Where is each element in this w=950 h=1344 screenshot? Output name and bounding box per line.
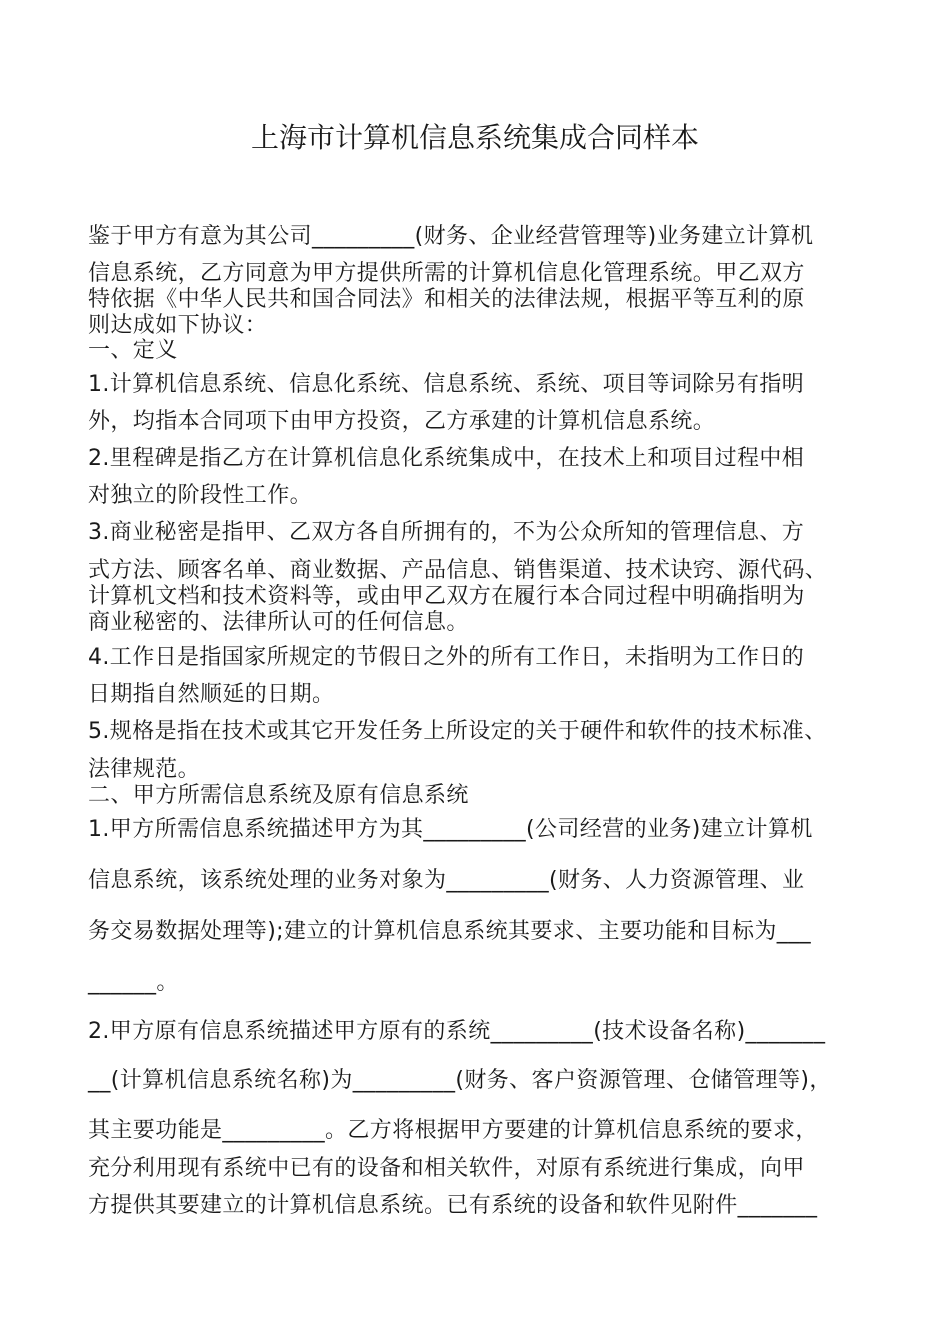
paragraph-line: 商业秘密的、法律所认可的任何信息。 xyxy=(88,610,469,635)
paragraph-line: 其主要功能是_________。乙方将根据甲方要建的计算机信息系统的要求， xyxy=(88,1118,818,1143)
paragraph-line: 2.甲方原有信息系统描述甲方原有的系统_________(技术设备名称)_______ xyxy=(88,1019,826,1044)
paragraph-line: 1.计算机信息系统、信息化系统、信息系统、系统、项目等词除另有指明 xyxy=(88,372,805,397)
paragraph-line: 日期指自然顺延的日期。 xyxy=(88,682,335,707)
paragraph-line: 4.工作日是指国家所规定的节假日之外的所有工作日，未指明为工作日的 xyxy=(88,645,805,670)
paragraph-line: 计算机文档和技术资料等，或由甲乙双方在履行本合同过程中明确指明为 xyxy=(88,584,805,609)
paragraph-line: 1.甲方所需信息系统描述甲方为其_________(公司经营的业务)建立计算机 xyxy=(88,817,813,842)
paragraph-line: 务交易数据处理等);建立的计算机信息系统其要求、主要功能和目标为___ xyxy=(88,919,811,944)
paragraph-line: 5.规格是指在技术或其它开发任务上所设定的关于硬件和软件的技术标准、 xyxy=(88,719,827,744)
paragraph-line: 3.商业秘密是指甲、乙双方各自所拥有的，不为公众所知的管理信息、方 xyxy=(88,520,805,545)
document-title: 上海市计算机信息系统集成合同样本 xyxy=(250,121,699,154)
paragraph-line: 鉴于甲方有意为其公司_________(财务、企业经营管理等)业务建立计算机 xyxy=(88,224,814,249)
paragraph-line: 特依据《中华人民共和国合同法》和相关的法律法规，根据平等互利的原 xyxy=(88,287,805,312)
paragraph-line: __(计算机信息系统名称)为_________(财务、客户资源管理、仓储管理等)， xyxy=(88,1068,832,1093)
paragraph-line: 信息系统，乙方同意为甲方提供所需的计算机信息化管理系统。甲乙双方 xyxy=(88,261,805,286)
paragraph-line: 方提供其要建立的计算机信息系统。已有系统的设备和软件见附件_______ xyxy=(88,1193,818,1218)
paragraph-line: 外，均指本合同项下由甲方投资，乙方承建的计算机信息系统。 xyxy=(88,409,716,434)
paragraph-line: 法律规范。 xyxy=(88,757,201,782)
paragraph-line: 2.里程碑是指乙方在计算机信息化系统集成中，在技术上和项目过程中相 xyxy=(88,446,805,471)
section-heading: 一、定义 xyxy=(88,338,178,363)
paragraph-line: 则达成如下协议： xyxy=(88,313,268,338)
paragraph-line: ______。 xyxy=(88,970,179,995)
section-heading: 二、甲方所需信息系统及原有信息系统 xyxy=(88,783,469,808)
paragraph-line: 对独立的阶段性工作。 xyxy=(88,483,313,508)
paragraph-line: 充分利用现有系统中已有的设备和相关软件，对原有系统进行集成，向甲 xyxy=(88,1156,805,1181)
paragraph-line: 式方法、顾客名单、商业数据、产品信息、销售渠道、技术诀窍、源代码、 xyxy=(88,558,828,583)
paragraph-line: 信息系统，该系统处理的业务对象为_________(财务、人力资源管理、业 xyxy=(88,868,805,893)
